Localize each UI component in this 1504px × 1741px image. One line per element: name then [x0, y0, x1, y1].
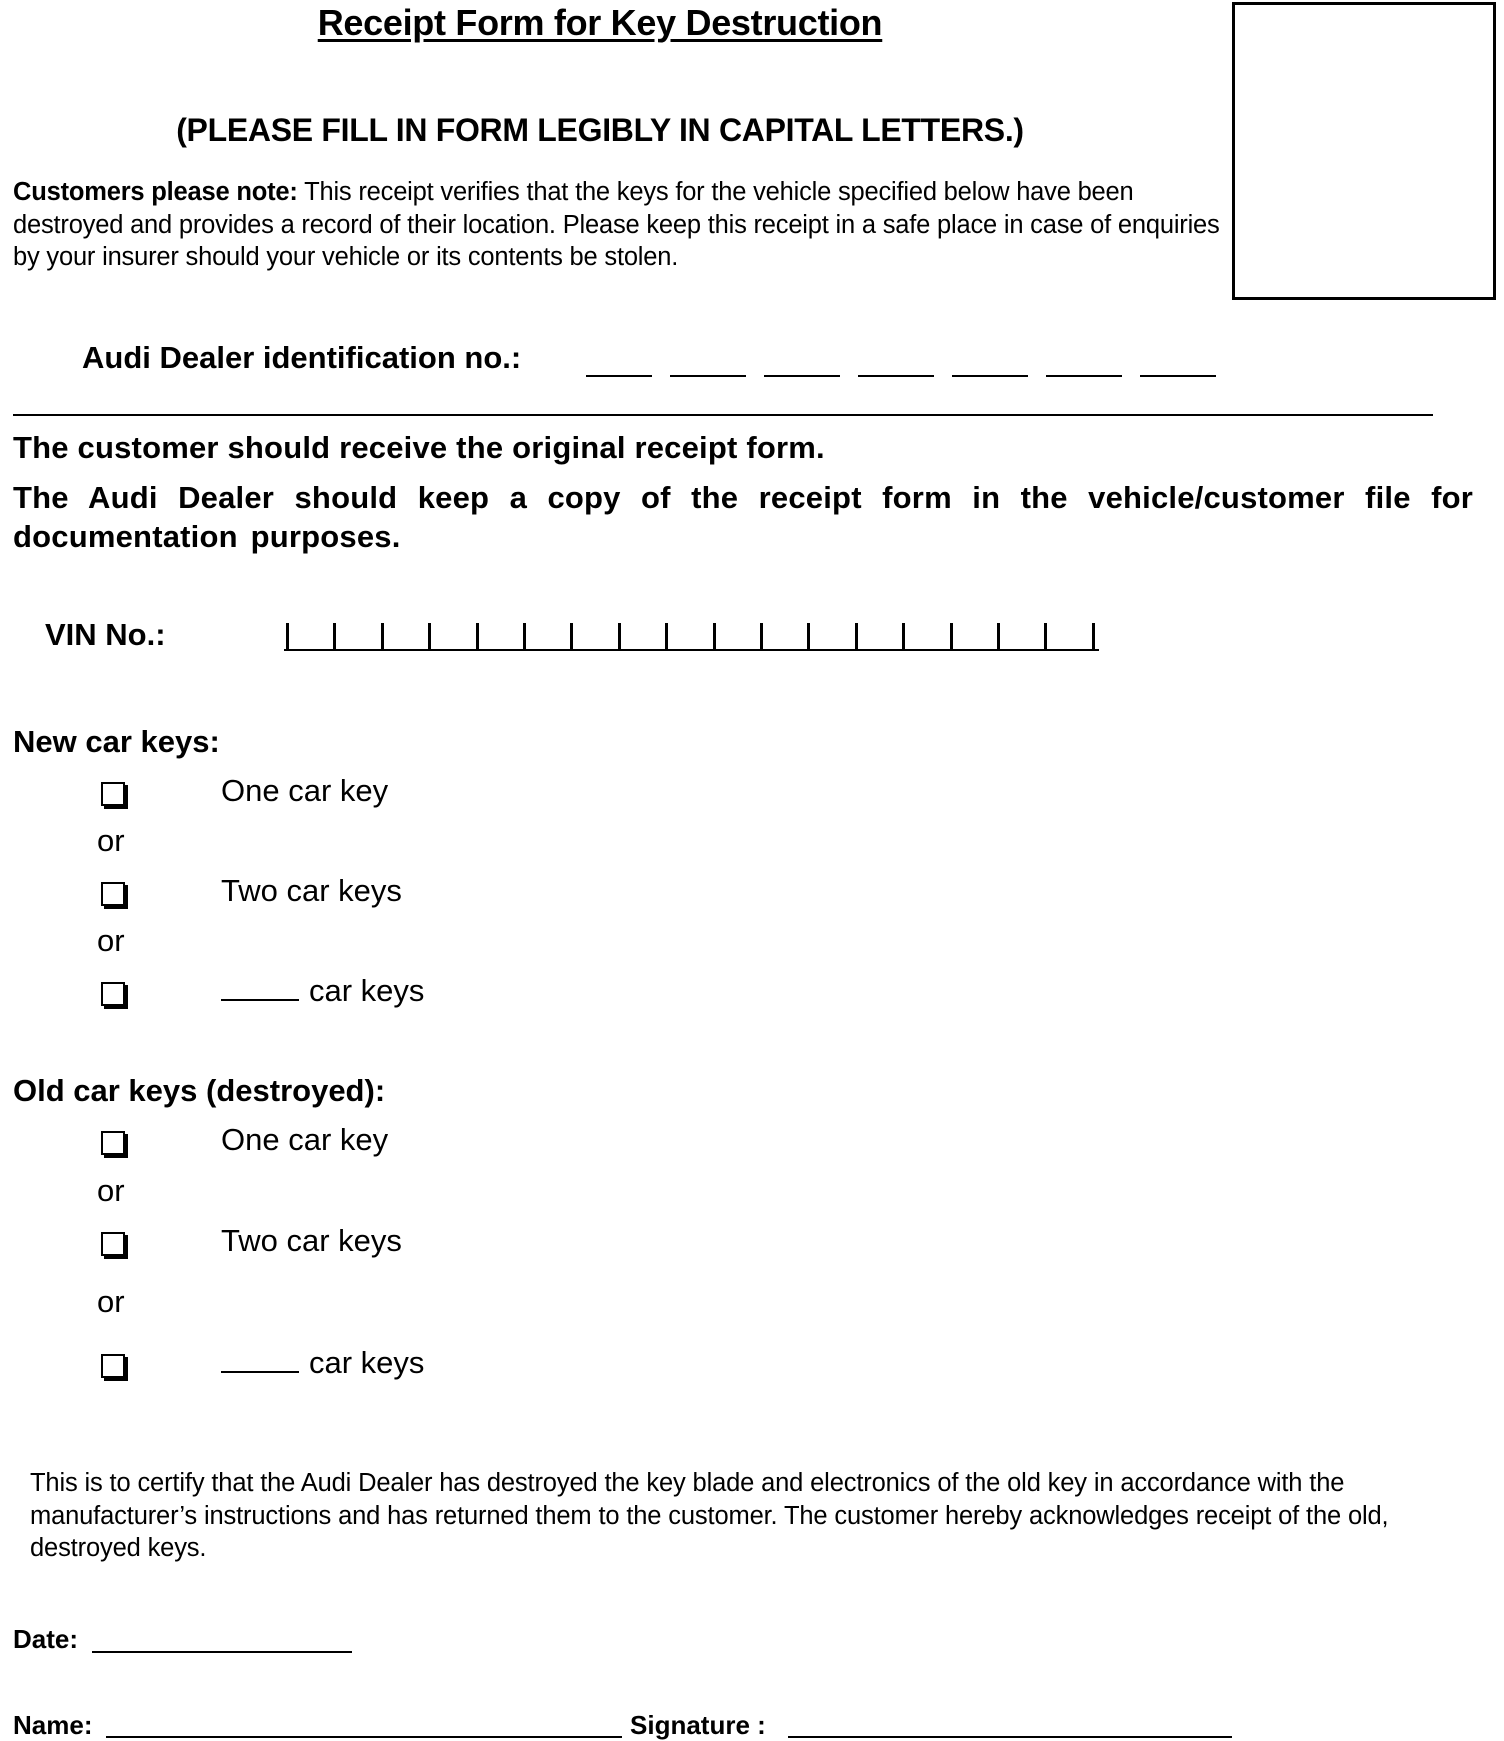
dealer-id-field-6[interactable] [1046, 375, 1122, 377]
new-keys-one-label: One car key [221, 773, 389, 808]
vin-separator-tick [1092, 623, 1095, 651]
old-keys-or-1: or [97, 1173, 125, 1208]
vin-separator-tick [855, 623, 858, 651]
vin-separator-tick [997, 623, 1000, 651]
new-keys-or-1: or [97, 823, 125, 858]
new-keys-other-option [221, 973, 424, 1009]
dealer-id-field-5[interactable] [952, 375, 1028, 377]
original-receipt-note: The customer should receive the original receipt form. [13, 430, 825, 465]
new-keys-other-checkbox[interactable] [101, 982, 125, 1006]
old-keys-one-checkbox[interactable] [101, 1131, 125, 1155]
vin-separator-tick [286, 623, 289, 651]
vin-separator-tick [1044, 623, 1047, 651]
new-keys-count-field[interactable] [221, 999, 299, 1001]
old-keys-or-2: or [97, 1284, 125, 1319]
dealer-id-field-2[interactable] [670, 375, 746, 377]
vin-separator-tick [523, 623, 526, 651]
new-keys-other-label: car keys [309, 973, 425, 1008]
name-label: Name: [13, 1710, 93, 1740]
customer-note-text: This receipt verifies that the keys for the vehicle specified below have been destroyed and provides a record of their location. Please keep this receipt in a safe place in case of enquiries by your insurer should your vehicle or its contents be stolen. [13, 178, 1220, 271]
old-keys-one-label: One car key [221, 1122, 389, 1157]
old-keys-two-checkbox[interactable] [101, 1232, 125, 1256]
vin-separator-tick [618, 623, 621, 651]
new-keys-or-2: or [97, 923, 125, 958]
dealer-stamp-box[interactable] [1232, 2, 1496, 300]
customer-note [13, 176, 1223, 274]
vin-separator-tick [428, 623, 431, 651]
dealer-id-field-1[interactable] [586, 375, 652, 377]
fill-instruction: (PLEASE FILL IN FORM LEGIBLY IN CAPITAL LETTERS.) [176, 112, 1024, 148]
old-keys-two-label: Two car keys [221, 1223, 402, 1258]
vin-separator-tick [713, 623, 716, 651]
old-keys-other-option [221, 1345, 424, 1381]
new-keys-two-label: Two car keys [221, 873, 402, 908]
date-field[interactable] [92, 1651, 352, 1653]
vin-separator-tick [665, 623, 668, 651]
dealer-id-label: Audi Dealer identification no.: [82, 340, 522, 375]
vin-separator-tick [950, 623, 953, 651]
dealer-id-field-3[interactable] [764, 375, 840, 377]
new-keys-one-checkbox[interactable] [101, 782, 125, 806]
dealer-id-field-4[interactable] [858, 375, 934, 377]
vin-separator-tick [476, 623, 479, 651]
vin-separator-tick [570, 623, 573, 651]
old-keys-other-label: car keys [309, 1345, 425, 1380]
form-title: Receipt Form for Key Destruction [317, 2, 883, 43]
section-divider [13, 414, 1433, 416]
name-field[interactable] [106, 1736, 622, 1738]
signature-label: Signature : [630, 1710, 766, 1740]
certification-text: This is to certify that the Audi Dealer has destroyed the key blade and electronics of the old key in accordance with the manufacturer’s instructions and has returned them to the customer. The customer hereby acknowledges receipt of the old, destroyed keys. [30, 1469, 1389, 1562]
vin-separator-tick [381, 623, 384, 651]
old-keys-other-checkbox[interactable] [101, 1354, 125, 1378]
vin-separator-tick [902, 623, 905, 651]
new-keys-two-checkbox[interactable] [101, 882, 125, 906]
vin-separator-tick [760, 623, 763, 651]
vin-baseline [284, 649, 1099, 651]
vin-separator-tick [333, 623, 336, 651]
old-keys-heading: Old car keys (destroyed): [13, 1073, 386, 1108]
customer-note-label: Customers please note: [13, 178, 298, 206]
new-keys-heading: New car keys: [13, 724, 220, 759]
vin-label: VIN No.: [45, 617, 166, 652]
dealer-id-field-7[interactable] [1140, 375, 1216, 377]
date-label: Date: [13, 1624, 79, 1654]
signature-field[interactable] [788, 1736, 1232, 1738]
old-keys-count-field[interactable] [221, 1371, 299, 1373]
vin-separator-tick [807, 623, 810, 651]
dealer-copy-note: The Audi Dealer should keep a copy of the receipt form in the vehicle/customer file for documentation purposes. [13, 480, 1473, 554]
